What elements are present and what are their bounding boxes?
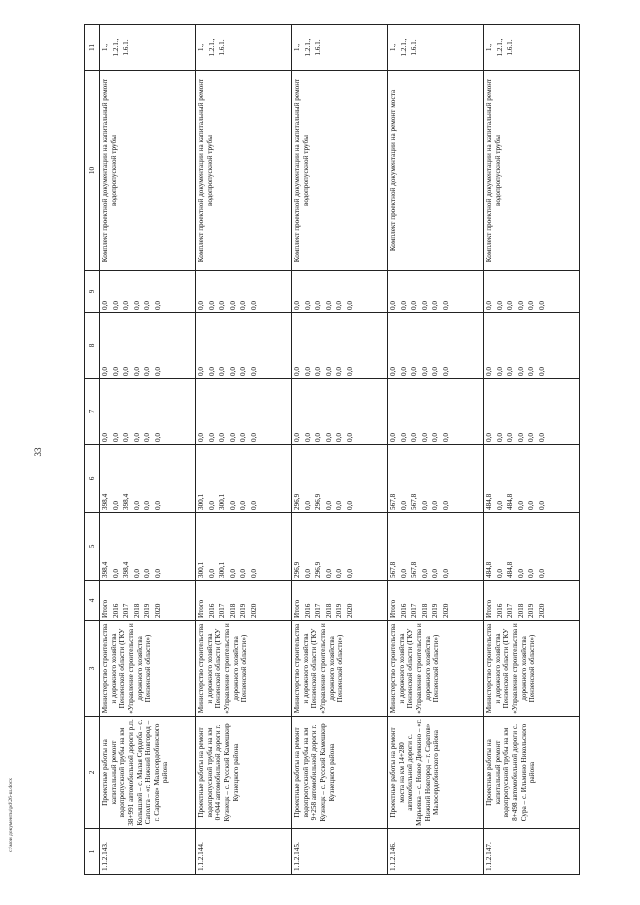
executor-cell-text: Министерство строительства и дорожного хозяйства Пензенской области (ГКУ «Управление строительства и дорожного хозяйства Пензенской области») bbox=[293, 623, 345, 714]
expected-result-cell-text: Комплект проектной документации на капитальный ремонт водопропускной трубы bbox=[293, 78, 310, 263]
local-budget-cell-value: 0,0 bbox=[197, 367, 205, 376]
federal-budget-cell-value: 0,0 bbox=[527, 433, 535, 442]
row-number-cell bbox=[484, 829, 580, 875]
indicator-cell-value: 1.6.1. bbox=[122, 39, 130, 56]
regional-budget-cell-value: 567,8 bbox=[389, 493, 397, 510]
indicator-cell bbox=[388, 25, 484, 71]
local-budget-cell-value: 0,0 bbox=[303, 367, 312, 376]
year-cell bbox=[388, 581, 484, 621]
indicator-cell bbox=[292, 25, 388, 71]
year-cell-value: 2020 bbox=[537, 603, 546, 618]
total-funding-cell bbox=[484, 513, 580, 581]
regional-budget-cell-value: 484,8 bbox=[506, 493, 514, 510]
other-sources-cell-value: 0,0 bbox=[293, 301, 301, 310]
total-funding-cell-value: 0,0 bbox=[420, 569, 429, 578]
total-funding-cell-value: 0,0 bbox=[335, 569, 343, 578]
other-sources-cell-value: 0,0 bbox=[153, 301, 162, 310]
local-budget-cell bbox=[292, 313, 388, 379]
header-cell: 5 bbox=[85, 513, 100, 581]
local-budget-cell-value: 0,0 bbox=[324, 367, 333, 376]
local-budget-cell-value: 0,0 bbox=[516, 367, 525, 376]
total-funding-cell bbox=[100, 513, 196, 581]
page-number: 33 bbox=[33, 447, 43, 457]
header-cell: 7 bbox=[85, 379, 100, 445]
activity-name-cell-text: Проектные работы на ремонт водопропускной трубы на км 0+044 автомобильной дороги г. Кузнецк – с. Русский Камешкир Кузнецкого района bbox=[197, 723, 240, 822]
year-cell-value: 2018 bbox=[228, 603, 237, 618]
activity-name-cell-text: Проектные работы на ремонт моста на км 14+280 автомобильной дороги с. Марьевка – с. Новое Демкино – «г. Нижний Новгород – г. Саратов» Малосердобинского района bbox=[389, 719, 441, 826]
federal-budget-cell-value: 0,0 bbox=[197, 433, 205, 442]
year-cell-value: 2016 bbox=[495, 603, 504, 618]
local-budget-cell-value: 0,0 bbox=[101, 367, 109, 376]
total-funding-cell bbox=[196, 513, 292, 581]
regional-budget-cell-value: 0,0 bbox=[335, 501, 343, 510]
year-cell-value: 2019 bbox=[335, 603, 343, 618]
executor-cell-text: Министерство строительства и дорожного хозяйства Пензенской области (ГКУ «Управление строительства и дорожного хозяйства Пензенской области») bbox=[197, 623, 249, 714]
table-row bbox=[196, 25, 292, 875]
other-sources-cell-value: 0,0 bbox=[314, 301, 322, 310]
activity-name-cell-text: Проектные работы на капитальный ремонт водопропускной трубы на км 38+991 автомобильной дороги р.п. Колышлей – с. Малая Сердоба – с. Саполга – «г. Нижний Новгород – г. Саратов» Малосердобинского района bbox=[101, 719, 170, 826]
indicator-cell-value: 1., bbox=[389, 43, 397, 52]
indicator-cell-value: 1., bbox=[101, 43, 109, 52]
indicator-cell-value: 1.6.1. bbox=[506, 39, 514, 56]
federal-budget-cell bbox=[292, 379, 388, 445]
federal-budget-cell-value: 0,0 bbox=[420, 433, 429, 442]
regional-budget-cell-value: 0,0 bbox=[207, 501, 216, 510]
expected-result-cell-text: Комплект проектной документации на ремонт моста bbox=[389, 89, 397, 252]
local-budget-cell-value: 0,0 bbox=[239, 367, 247, 376]
other-sources-cell-value: 0,0 bbox=[143, 301, 151, 310]
federal-budget-cell-value: 0,0 bbox=[495, 433, 504, 442]
expected-result-cell-text: Комплект проектной документации на капитальный ремонт водопропускной трубы bbox=[197, 78, 214, 263]
year-cell-value: 2017 bbox=[314, 603, 322, 618]
total-funding-cell-value: 0,0 bbox=[111, 569, 120, 578]
year-cell-value: 2018 bbox=[516, 603, 525, 618]
regional-budget-cell-value: 0,0 bbox=[441, 501, 450, 510]
header-row bbox=[85, 25, 100, 875]
header-cell: 8 bbox=[85, 313, 100, 379]
total-funding-cell-value: 0,0 bbox=[345, 569, 354, 578]
total-funding-cell-value: 398,4 bbox=[101, 561, 109, 578]
indicator-cell-value: 1.2.1., bbox=[207, 38, 216, 57]
total-funding-cell-value: 0,0 bbox=[495, 569, 504, 578]
local-budget-cell-value: 0,0 bbox=[143, 367, 151, 376]
local-budget-cell-value: 0,0 bbox=[389, 367, 397, 376]
indicator-cell-value: 1.6.1. bbox=[314, 39, 322, 56]
local-budget-cell-value: 0,0 bbox=[506, 367, 514, 376]
local-budget-cell-value: 0,0 bbox=[420, 367, 429, 376]
other-sources-cell-value: 0,0 bbox=[101, 301, 109, 310]
year-cell-value: 2019 bbox=[527, 603, 535, 618]
row-number-cell-text: 1.1.2.147. bbox=[485, 842, 493, 871]
total-funding-cell bbox=[292, 513, 388, 581]
row-number-cell bbox=[292, 829, 388, 875]
regional-budget-cell-value: 0,0 bbox=[420, 501, 429, 510]
regional-budget-cell-value: 567,8 bbox=[410, 493, 418, 510]
activity-name-cell-text: Проектные работы на ремонт водопропускной трубы на км 9+258 автомобильной дороги г. Кузнецк – с. Русский Камешкир Кузнецкого района bbox=[293, 723, 336, 822]
other-sources-cell-value: 0,0 bbox=[197, 301, 205, 310]
federal-budget-cell-value: 0,0 bbox=[218, 433, 226, 442]
local-budget-cell-value: 0,0 bbox=[153, 367, 162, 376]
other-sources-cell-value: 0,0 bbox=[527, 301, 535, 310]
other-sources-cell-value: 0,0 bbox=[345, 301, 354, 310]
other-sources-cell-value: 0,0 bbox=[506, 301, 514, 310]
total-funding-cell-value: 0,0 bbox=[516, 569, 525, 578]
header-cell: 10 bbox=[85, 71, 100, 271]
executor-cell-text: Министерство строительства и дорожного хозяйства Пензенской области (ГКУ «Управление строительства и дорожного хозяйства Пензенской области») bbox=[485, 623, 537, 714]
federal-budget-cell-value: 0,0 bbox=[389, 433, 397, 442]
federal-budget-cell-value: 0,0 bbox=[506, 433, 514, 442]
other-sources-cell-value: 0,0 bbox=[249, 301, 258, 310]
year-cell-value: Итого bbox=[197, 599, 205, 618]
other-sources-cell bbox=[196, 271, 292, 313]
regional-budget-cell-value: 0,0 bbox=[143, 501, 151, 510]
indicator-cell-value: 1.2.1., bbox=[399, 38, 408, 57]
other-sources-cell-value: 0,0 bbox=[239, 301, 247, 310]
other-sources-cell-value: 0,0 bbox=[516, 301, 525, 310]
federal-budget-cell-value: 0,0 bbox=[207, 433, 216, 442]
year-cell-value: 2020 bbox=[249, 603, 258, 618]
federal-budget-cell-value: 0,0 bbox=[431, 433, 439, 442]
file-path-footer: c:\мои документы\pd\26-ш.docx bbox=[8, 777, 14, 852]
header-cell: 2 bbox=[85, 717, 100, 829]
regional-budget-cell-value: 296,9 bbox=[314, 493, 322, 510]
indicator-cell-value: 1., bbox=[293, 43, 301, 52]
local-budget-cell-value: 0,0 bbox=[335, 367, 343, 376]
local-budget-cell-value: 0,0 bbox=[122, 367, 130, 376]
local-budget-cell-value: 0,0 bbox=[314, 367, 322, 376]
local-budget-cell-value: 0,0 bbox=[441, 367, 450, 376]
activity-name-cell bbox=[484, 717, 580, 829]
total-funding-cell-value: 0,0 bbox=[324, 569, 333, 578]
header-cell: 4 bbox=[85, 581, 100, 621]
regional-budget-cell-value: 0,0 bbox=[345, 501, 354, 510]
federal-budget-cell-value: 0,0 bbox=[516, 433, 525, 442]
federal-budget-cell-value: 0,0 bbox=[303, 433, 312, 442]
other-sources-cell-value: 0,0 bbox=[303, 301, 312, 310]
federal-budget-cell-value: 0,0 bbox=[537, 433, 546, 442]
expected-result-cell-text: Комплект проектной документации на капитальный ремонт водопропускной трубы bbox=[485, 78, 502, 263]
year-cell-value: 2019 bbox=[239, 603, 247, 618]
year-cell-value: 2017 bbox=[410, 603, 418, 618]
regional-budget-cell bbox=[196, 445, 292, 513]
total-funding-cell-value: 0,0 bbox=[132, 569, 141, 578]
executor-cell bbox=[484, 621, 580, 717]
federal-budget-cell-value: 0,0 bbox=[101, 433, 109, 442]
total-funding-cell-value: 0,0 bbox=[537, 569, 546, 578]
year-cell-value: 2016 bbox=[303, 603, 312, 618]
total-funding-cell-value: 398,4 bbox=[122, 561, 130, 578]
regional-budget-cell-value: 0,0 bbox=[516, 501, 525, 510]
local-budget-cell-value: 0,0 bbox=[537, 367, 546, 376]
year-cell-value: 2020 bbox=[153, 603, 162, 618]
other-sources-cell-value: 0,0 bbox=[441, 301, 450, 310]
other-sources-cell-value: 0,0 bbox=[228, 301, 237, 310]
other-sources-cell-value: 0,0 bbox=[431, 301, 439, 310]
federal-budget-cell-value: 0,0 bbox=[122, 433, 130, 442]
total-funding-cell-value: 296,9 bbox=[293, 561, 301, 578]
regional-budget-cell-value: 300,1 bbox=[218, 493, 226, 510]
federal-budget-cell-value: 0,0 bbox=[441, 433, 450, 442]
executor-cell bbox=[292, 621, 388, 717]
year-cell-value: Итого bbox=[485, 599, 493, 618]
federal-budget-cell-value: 0,0 bbox=[345, 433, 354, 442]
regional-budget-cell-value: 0,0 bbox=[111, 501, 120, 510]
indicator-cell bbox=[196, 25, 292, 71]
total-funding-cell-value: 0,0 bbox=[399, 569, 408, 578]
indicator-cell-value: 1.2.1., bbox=[303, 38, 312, 57]
program-activities-table bbox=[84, 24, 580, 875]
year-cell-value: Итого bbox=[101, 599, 109, 618]
federal-budget-cell bbox=[100, 379, 196, 445]
indicator-cell-value: 1., bbox=[485, 43, 493, 52]
local-budget-cell-value: 0,0 bbox=[228, 367, 237, 376]
executor-cell bbox=[100, 621, 196, 717]
other-sources-cell bbox=[100, 271, 196, 313]
table-row bbox=[484, 25, 580, 875]
federal-budget-cell-value: 0,0 bbox=[228, 433, 237, 442]
federal-budget-cell bbox=[388, 379, 484, 445]
other-sources-cell-value: 0,0 bbox=[485, 301, 493, 310]
other-sources-cell-value: 0,0 bbox=[324, 301, 333, 310]
indicator-cell-value: 1.6.1. bbox=[218, 39, 226, 56]
row-number-cell bbox=[196, 829, 292, 875]
local-budget-cell-value: 0,0 bbox=[410, 367, 418, 376]
regional-budget-cell bbox=[100, 445, 196, 513]
table-body bbox=[100, 25, 580, 875]
regional-budget-cell-value: 0,0 bbox=[431, 501, 439, 510]
regional-budget-cell-value: 296,9 bbox=[293, 493, 301, 510]
row-number-cell bbox=[388, 829, 484, 875]
expected-result-cell bbox=[484, 71, 580, 271]
federal-budget-cell-value: 0,0 bbox=[293, 433, 301, 442]
other-sources-cell-value: 0,0 bbox=[218, 301, 226, 310]
regional-budget-cell-value: 0,0 bbox=[132, 501, 141, 510]
regional-budget-cell-value: 0,0 bbox=[495, 501, 504, 510]
total-funding-cell-value: 0,0 bbox=[207, 569, 216, 578]
expected-result-cell bbox=[388, 71, 484, 271]
local-budget-cell-value: 0,0 bbox=[207, 367, 216, 376]
year-cell-value: 2018 bbox=[324, 603, 333, 618]
other-sources-cell-value: 0,0 bbox=[420, 301, 429, 310]
year-cell-value: 2018 bbox=[420, 603, 429, 618]
other-sources-cell bbox=[292, 271, 388, 313]
indicator-cell bbox=[484, 25, 580, 71]
row-number-cell-text: 1.1.2.145. bbox=[293, 842, 301, 871]
total-funding-cell-value: 0,0 bbox=[431, 569, 439, 578]
local-budget-cell-value: 0,0 bbox=[249, 367, 258, 376]
total-funding-cell-value: 0,0 bbox=[153, 569, 162, 578]
local-budget-cell-value: 0,0 bbox=[345, 367, 354, 376]
executor-cell-text: Министерство строительства и дорожного хозяйства Пензенской области (ГКУ «Управление строительства и дорожного хозяйства Пензенской области») bbox=[389, 623, 441, 714]
year-cell bbox=[100, 581, 196, 621]
other-sources-cell-value: 0,0 bbox=[207, 301, 216, 310]
year-cell bbox=[196, 581, 292, 621]
other-sources-cell-value: 0,0 bbox=[389, 301, 397, 310]
header-cell: 11 bbox=[85, 25, 100, 71]
local-budget-cell bbox=[388, 313, 484, 379]
regional-budget-cell-value: 0,0 bbox=[324, 501, 333, 510]
year-cell bbox=[484, 581, 580, 621]
local-budget-cell-value: 0,0 bbox=[111, 367, 120, 376]
total-funding-cell-value: 484,8 bbox=[506, 561, 514, 578]
federal-budget-cell-value: 0,0 bbox=[324, 433, 333, 442]
table-row bbox=[100, 25, 196, 875]
regional-budget-cell-value: 0,0 bbox=[537, 501, 546, 510]
regional-budget-cell-value: 300,1 bbox=[197, 493, 205, 510]
local-budget-cell bbox=[196, 313, 292, 379]
activity-name-cell bbox=[100, 717, 196, 829]
year-cell-value: 2018 bbox=[132, 603, 141, 618]
other-sources-cell-value: 0,0 bbox=[537, 301, 546, 310]
other-sources-cell-value: 0,0 bbox=[495, 301, 504, 310]
federal-budget-cell-value: 0,0 bbox=[132, 433, 141, 442]
total-funding-cell-value: 300,1 bbox=[197, 561, 205, 578]
indicator-cell-value: 1.2.1., bbox=[111, 38, 120, 57]
total-funding-cell-value: 0,0 bbox=[143, 569, 151, 578]
other-sources-cell-value: 0,0 bbox=[122, 301, 130, 310]
executor-cell bbox=[388, 621, 484, 717]
regional-budget-cell bbox=[292, 445, 388, 513]
expected-result-cell bbox=[196, 71, 292, 271]
expected-result-cell bbox=[100, 71, 196, 271]
indicator-cell bbox=[100, 25, 196, 71]
federal-budget-cell-value: 0,0 bbox=[399, 433, 408, 442]
indicator-cell-value: 1.6.1. bbox=[410, 39, 418, 56]
regional-budget-cell bbox=[388, 445, 484, 513]
regional-budget-cell-value: 0,0 bbox=[527, 501, 535, 510]
year-cell-value: 2016 bbox=[207, 603, 216, 618]
federal-budget-cell-value: 0,0 bbox=[111, 433, 120, 442]
row-number-cell bbox=[100, 829, 196, 875]
header-cell: 3 bbox=[85, 621, 100, 717]
regional-budget-cell-value: 0,0 bbox=[228, 501, 237, 510]
regional-budget-cell-value: 0,0 bbox=[239, 501, 247, 510]
activity-name-cell bbox=[388, 717, 484, 829]
federal-budget-cell-value: 0,0 bbox=[153, 433, 162, 442]
indicator-cell-value: 1.2.1., bbox=[495, 38, 504, 57]
year-cell-value: 2017 bbox=[506, 603, 514, 618]
total-funding-cell-value: 567,8 bbox=[410, 561, 418, 578]
total-funding-cell-value: 0,0 bbox=[249, 569, 258, 578]
expected-result-cell-text: Комплект проектной документации на капитальный ремонт водопропускной трубы bbox=[101, 78, 118, 263]
local-budget-cell-value: 0,0 bbox=[431, 367, 439, 376]
header-cell: 1 bbox=[85, 829, 100, 875]
total-funding-cell-value: 0,0 bbox=[239, 569, 247, 578]
local-budget-cell-value: 0,0 bbox=[485, 367, 493, 376]
regional-budget-cell-value: 398,4 bbox=[101, 493, 109, 510]
local-budget-cell-value: 0,0 bbox=[218, 367, 226, 376]
local-budget-cell-value: 0,0 bbox=[293, 367, 301, 376]
regional-budget-cell-value: 0,0 bbox=[399, 501, 408, 510]
total-funding-cell-value: 0,0 bbox=[228, 569, 237, 578]
other-sources-cell-value: 0,0 bbox=[399, 301, 408, 310]
total-funding-cell bbox=[388, 513, 484, 581]
regional-budget-cell bbox=[484, 445, 580, 513]
local-budget-cell bbox=[484, 313, 580, 379]
federal-budget-cell bbox=[484, 379, 580, 445]
regional-budget-cell-value: 0,0 bbox=[303, 501, 312, 510]
year-cell bbox=[292, 581, 388, 621]
other-sources-cell bbox=[484, 271, 580, 313]
federal-budget-cell-value: 0,0 bbox=[335, 433, 343, 442]
total-funding-cell-value: 300,1 bbox=[218, 561, 226, 578]
header-cell: 6 bbox=[85, 445, 100, 513]
regional-budget-cell-value: 0,0 bbox=[153, 501, 162, 510]
other-sources-cell-value: 0,0 bbox=[410, 301, 418, 310]
table-row bbox=[388, 25, 484, 875]
total-funding-cell-value: 0,0 bbox=[441, 569, 450, 578]
local-budget-cell-value: 0,0 bbox=[527, 367, 535, 376]
year-cell-value: Итого bbox=[293, 599, 301, 618]
year-cell-value: 2017 bbox=[122, 603, 130, 618]
federal-budget-cell-value: 0,0 bbox=[249, 433, 258, 442]
federal-budget-cell-value: 0,0 bbox=[314, 433, 322, 442]
executor-cell bbox=[196, 621, 292, 717]
other-sources-cell-value: 0,0 bbox=[132, 301, 141, 310]
other-sources-cell-value: 0,0 bbox=[111, 301, 120, 310]
regional-budget-cell-value: 398,4 bbox=[122, 493, 130, 510]
local-budget-cell-value: 0,0 bbox=[132, 367, 141, 376]
total-funding-cell-value: 484,8 bbox=[485, 561, 493, 578]
table-row bbox=[292, 25, 388, 875]
local-budget-cell-value: 0,0 bbox=[495, 367, 504, 376]
executor-cell-text: Министерство строительства и дорожного хозяйства Пензенской области (ГКУ «Управление строительства и дорожного хозяйства Пензенской области») bbox=[101, 623, 153, 714]
row-number-cell-text: 1.1.2.146. bbox=[389, 842, 397, 871]
total-funding-cell-value: 0,0 bbox=[303, 569, 312, 578]
activity-name-cell-text: Проектные работы на капитальный ремонт водопропускной трубы на км 8+498 автомобильной дороги с. Сура – с. Ильмино Никольского района bbox=[485, 723, 537, 822]
indicator-cell-value: 1., bbox=[197, 43, 205, 52]
year-cell-value: 2016 bbox=[111, 603, 120, 618]
regional-budget-cell-value: 484,8 bbox=[485, 493, 493, 510]
expected-result-cell bbox=[292, 71, 388, 271]
activity-name-cell bbox=[196, 717, 292, 829]
federal-budget-cell-value: 0,0 bbox=[143, 433, 151, 442]
other-sources-cell bbox=[388, 271, 484, 313]
year-cell-value: 2017 bbox=[218, 603, 226, 618]
total-funding-cell-value: 296,9 bbox=[314, 561, 322, 578]
federal-budget-cell-value: 0,0 bbox=[410, 433, 418, 442]
local-budget-cell bbox=[100, 313, 196, 379]
row-number-cell-text: 1.1.2.143. bbox=[101, 842, 109, 871]
year-cell-value: 2016 bbox=[399, 603, 408, 618]
rotated-table-container bbox=[84, 25, 594, 875]
federal-budget-cell-value: 0,0 bbox=[239, 433, 247, 442]
regional-budget-cell-value: 0,0 bbox=[249, 501, 258, 510]
year-cell-value: 2019 bbox=[431, 603, 439, 618]
year-cell-value: 2019 bbox=[143, 603, 151, 618]
total-funding-cell-value: 0,0 bbox=[527, 569, 535, 578]
year-cell-value: 2020 bbox=[441, 603, 450, 618]
activity-name-cell bbox=[292, 717, 388, 829]
row-number-cell-text: 1.1.2.144. bbox=[197, 842, 205, 871]
year-cell-value: Итого bbox=[389, 599, 397, 618]
local-budget-cell-value: 0,0 bbox=[399, 367, 408, 376]
federal-budget-cell bbox=[196, 379, 292, 445]
header-cell: 9 bbox=[85, 271, 100, 313]
federal-budget-cell-value: 0,0 bbox=[485, 433, 493, 442]
year-cell-value: 2020 bbox=[345, 603, 354, 618]
other-sources-cell-value: 0,0 bbox=[335, 301, 343, 310]
total-funding-cell-value: 567,8 bbox=[389, 561, 397, 578]
